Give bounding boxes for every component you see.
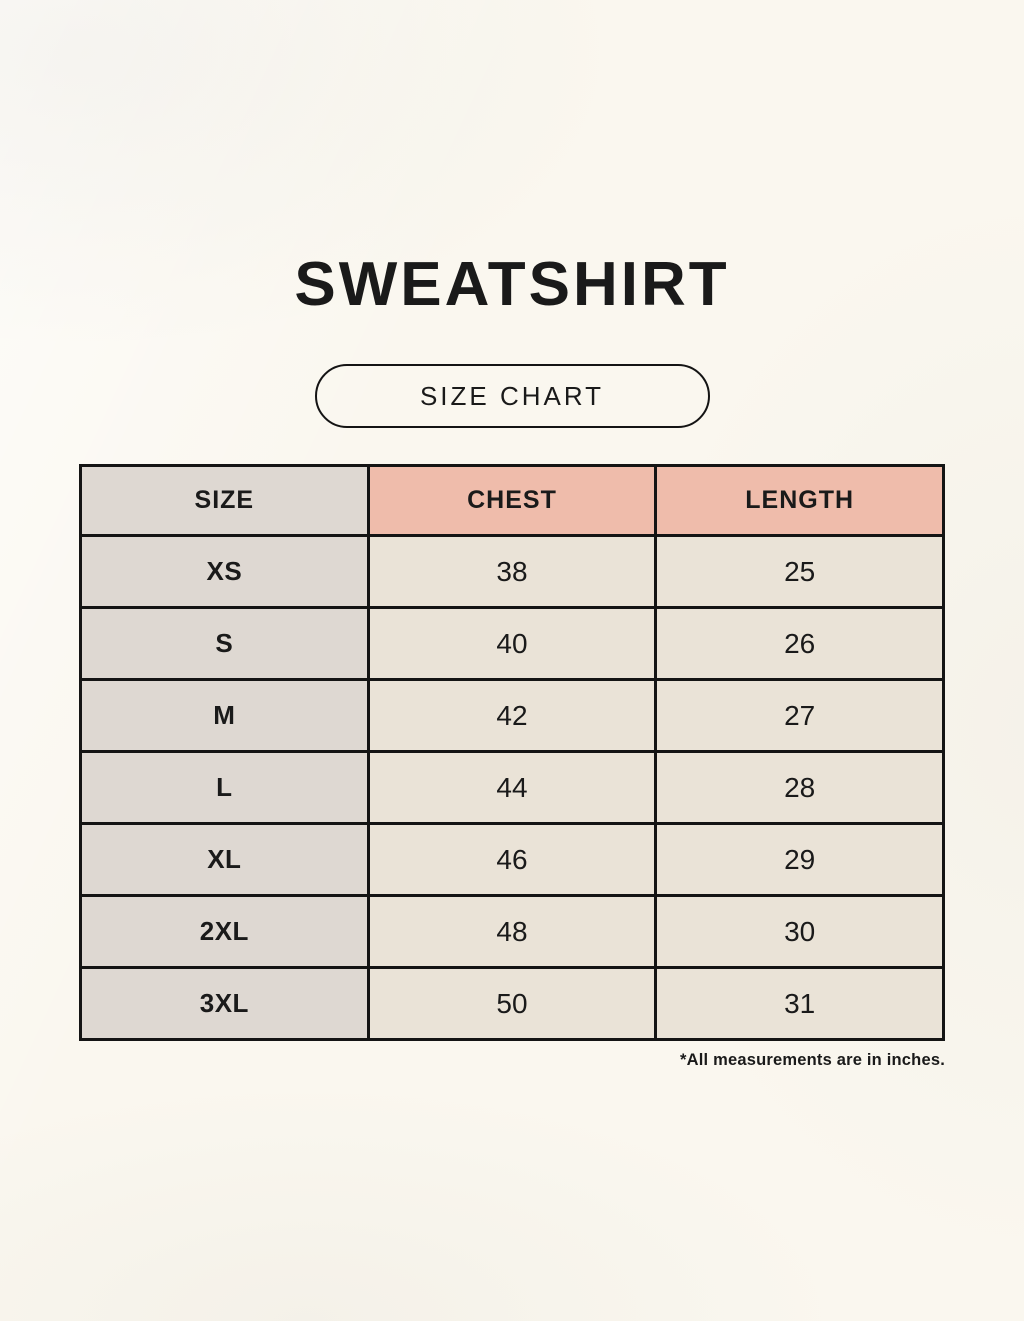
column-header-size: SIZE: [81, 466, 369, 536]
size-cell: S: [81, 608, 369, 680]
size-cell: XS: [81, 536, 369, 608]
size-chart-table: [79, 464, 945, 1041]
size-cell: 2XL: [81, 896, 369, 968]
table-row: [81, 824, 944, 896]
chest-cell: 50: [368, 968, 656, 1040]
chest-cell: 42: [368, 680, 656, 752]
table-row: [81, 752, 944, 824]
table-row: [81, 680, 944, 752]
length-cell: 30: [656, 896, 944, 968]
chest-cell: 48: [368, 896, 656, 968]
size-chart-badge: [315, 364, 710, 428]
measurements-footnote: *All measurements are in inches.: [679, 1051, 945, 1069]
table-row: [81, 968, 944, 1040]
column-header-chest: CHEST: [368, 466, 656, 536]
chest-cell: 38: [368, 536, 656, 608]
size-cell: L: [81, 752, 369, 824]
size-cell: 3XL: [81, 968, 369, 1040]
length-cell: 28: [656, 752, 944, 824]
table-header-row: [81, 466, 944, 536]
chest-cell: 40: [368, 608, 656, 680]
length-cell: 26: [656, 608, 944, 680]
chest-cell: 46: [368, 824, 656, 896]
length-cell: 27: [656, 680, 944, 752]
length-cell: 25: [656, 536, 944, 608]
column-header-length: LENGTH: [656, 466, 944, 536]
page-title: SWEATSHIRT: [294, 250, 730, 319]
table-row: [81, 536, 944, 608]
table-row: [81, 896, 944, 968]
length-cell: 29: [656, 824, 944, 896]
size-cell: XL: [81, 824, 369, 896]
table-row: [81, 608, 944, 680]
size-chart-badge-label: SIZE CHART: [419, 380, 605, 411]
size-cell: M: [81, 680, 369, 752]
chest-cell: 44: [368, 752, 656, 824]
length-cell: 31: [656, 968, 944, 1040]
